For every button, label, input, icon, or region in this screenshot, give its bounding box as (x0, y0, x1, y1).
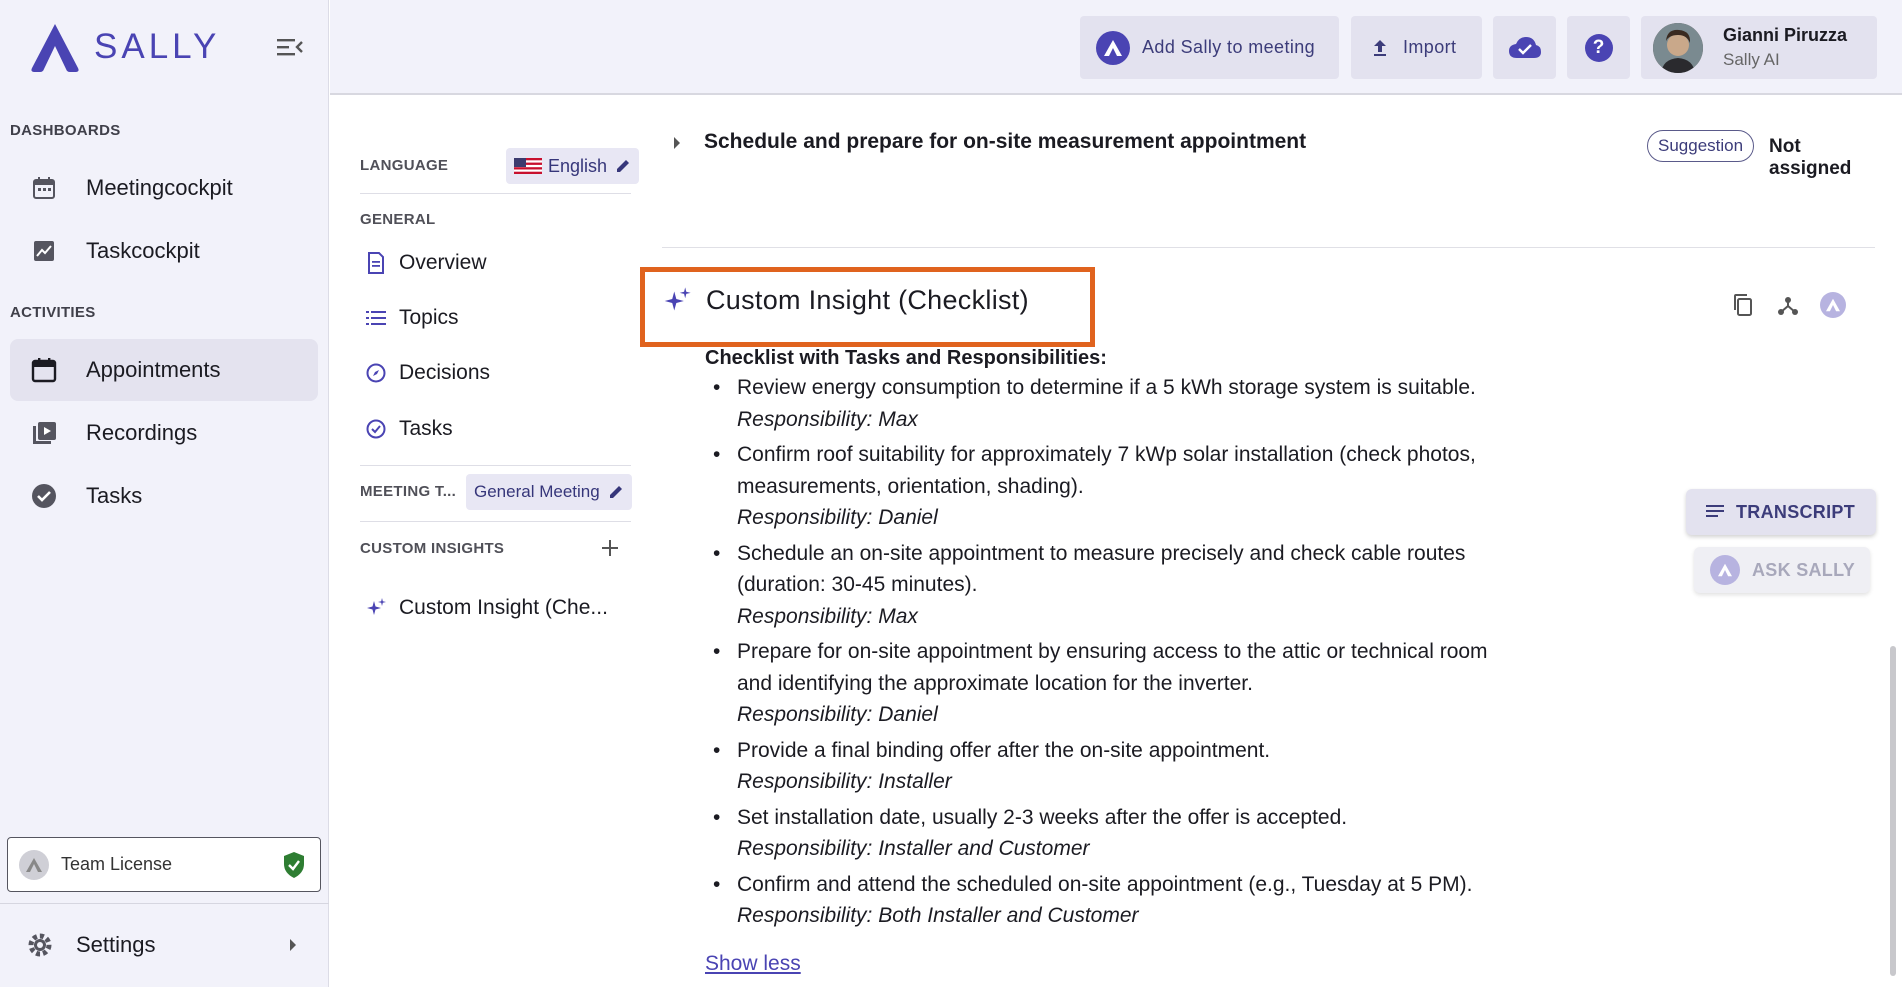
checklist-heading: Checklist with Tasks and Responsibilities: (705, 347, 1107, 369)
transcript-button[interactable] (1686, 489, 1876, 535)
meeting-type-value: General Meeting (474, 482, 600, 501)
add-sally-label: Add Sally to meeting (1142, 37, 1316, 57)
sidebar-item-label: Recordings (86, 420, 198, 445)
language-caption: LANGUAGE (360, 157, 449, 174)
calendar-icon (29, 173, 59, 203)
list-item (705, 439, 1525, 534)
sidebar-divider (0, 903, 329, 904)
us-flag-icon (514, 158, 542, 174)
help-button[interactable] (1567, 16, 1630, 79)
checklist-item-text: Confirm and attend the scheduled on-site appointment (e.g., Tuesday at 5 PM). (737, 872, 1473, 896)
settings-item[interactable] (10, 915, 318, 975)
list-item (705, 735, 1525, 798)
checklist-item-text: Set installation date, usually 2-3 weeks after the offer is accepted. (737, 805, 1348, 829)
collapse-sidebar-icon[interactable] (275, 36, 305, 58)
sidebar (0, 0, 329, 987)
checklist-item-responsibility: Responsibility: Max (737, 604, 918, 628)
show-less-link[interactable]: Show less (705, 952, 801, 975)
settings-label: Settings (76, 932, 156, 957)
language-value: English (548, 155, 608, 176)
list-item (705, 802, 1525, 865)
checklist-item-text: Provide a final binding offer after the on-site appointment. (737, 738, 1271, 762)
gear-icon (26, 931, 54, 959)
meeting-type-caption: MEETING T... (360, 483, 457, 500)
sparkle-icon (662, 286, 692, 316)
insight-header (662, 285, 1029, 316)
list-item (705, 372, 1525, 435)
check-circle-icon (29, 481, 59, 511)
checklist-item-text: Confirm roof suitability for approximately 7 kWp solar installation (check photos, measurements, orientation, shading). (737, 443, 1476, 498)
list-item (705, 636, 1525, 731)
cloud-done-icon (1508, 36, 1542, 60)
team-license-button[interactable] (7, 837, 321, 892)
edit-icon (615, 158, 631, 174)
sidebar-item-label: Tasks (86, 483, 143, 508)
section-dashboards: DASHBOARDS (10, 122, 121, 139)
sidebar-item-taskcockpit[interactable] (10, 220, 318, 282)
nav-divider (360, 193, 631, 194)
checklist-item-responsibility: Responsibility: Installer (737, 770, 952, 793)
user-name: Gianni Piruzza (1723, 25, 1848, 45)
edit-icon (608, 484, 624, 500)
insight-toolbar (1728, 290, 1848, 320)
calendar-icon (29, 355, 59, 385)
list-icon (365, 310, 387, 326)
cloud-sync-button[interactable] (1493, 16, 1556, 79)
import-button[interactable] (1351, 16, 1482, 79)
help-icon: ? (1585, 34, 1613, 62)
list-item (705, 869, 1525, 932)
license-label: Team License (61, 854, 173, 874)
insight-content (640, 97, 1902, 987)
chevron-right-icon (288, 938, 298, 957)
video-library-icon (29, 418, 59, 448)
checklist-item-responsibility: Responsibility: Max (737, 407, 918, 431)
list-item (705, 538, 1525, 633)
task-row[interactable] (672, 130, 1872, 179)
import-label: Import (1403, 37, 1457, 57)
nav-divider (360, 465, 631, 466)
nav-item-label: Overview (399, 251, 487, 274)
nav-item-tasks[interactable] (365, 407, 625, 451)
nav-item-overview[interactable] (365, 241, 625, 285)
sparkle-icon (365, 597, 387, 619)
checklist-item-responsibility: Responsibility: Daniel (737, 703, 938, 726)
nav-item-custom-insight[interactable] (365, 586, 625, 630)
shield-check-icon (282, 851, 306, 884)
sidebar-item-label: Meetingcockpit (86, 175, 233, 200)
top-bar (330, 0, 1902, 95)
scrollbar[interactable] (1890, 646, 1896, 976)
checklist-item-responsibility: Responsibility: Installer and Customer (737, 837, 1090, 860)
sally-logo-icon (26, 20, 84, 74)
custom-insights-caption: CUSTOM INSIGHTS (360, 540, 505, 557)
task-title: Schedule and prepare for on-site measurement appointment (704, 130, 1307, 153)
compass-icon (365, 363, 387, 383)
sally-logo[interactable] (26, 20, 220, 74)
add-custom-insight-icon[interactable] (600, 538, 620, 558)
sally-icon (1710, 555, 1740, 585)
nav-item-label: Topics (399, 306, 459, 329)
sidebar-item-label: Appointments (86, 357, 221, 382)
ask-sally-button[interactable] (1694, 547, 1870, 593)
sidebar-item-tasks[interactable] (10, 465, 318, 527)
checklist-item-text: Review energy consumption to determine if a 5 kWh storage system is suitable. (737, 376, 1476, 399)
user-subtitle: Sally AI (1723, 50, 1780, 69)
suggestion-badge: Suggestion (1647, 130, 1754, 162)
nav-item-label: Decisions (399, 361, 491, 384)
nav-item-decisions[interactable] (365, 351, 625, 395)
checklist-item-responsibility: Responsibility: Both Installer and Customer (737, 904, 1139, 927)
transcript-label: TRANSCRIPT (1736, 501, 1855, 522)
task-assignee[interactable]: Not assigned (1769, 136, 1852, 179)
checklist (705, 372, 1525, 936)
sally-icon (1096, 31, 1130, 65)
license-avatar-icon (19, 850, 49, 880)
sidebar-item-label: Taskcockpit (86, 238, 200, 263)
upload-icon (1371, 38, 1389, 58)
nav-item-label: Custom Insight (Che... (399, 596, 608, 619)
nav-divider (360, 521, 631, 522)
share-icon[interactable] (1773, 290, 1803, 320)
checklist-item-text: Schedule an on-site appointment to measure precisely and check cable routes (duration: 30-45 minutes). (737, 541, 1466, 596)
checklist-item-text: Prepare for on-site appointment by ensuring access to the attic or technical room and identifying the approximate location for the inverter. (737, 640, 1488, 695)
language-selector[interactable] (506, 148, 639, 184)
insight-title: Custom Insight (Checklist) (706, 285, 1029, 315)
sally-icon[interactable] (1818, 290, 1848, 320)
section-activities: ACTIVITIES (10, 304, 96, 321)
meeting-nav (330, 97, 640, 987)
transcript-icon (1706, 504, 1724, 520)
copy-icon[interactable] (1728, 290, 1758, 320)
sidebar-item-appointments[interactable] (10, 339, 318, 401)
general-caption: GENERAL (360, 211, 436, 228)
avatar (1653, 23, 1703, 73)
expand-arrow-icon[interactable] (672, 136, 682, 155)
add-sally-button[interactable] (1080, 16, 1339, 79)
ask-sally-label: ASK SALLY (1752, 559, 1856, 580)
meeting-type-selector[interactable] (466, 474, 632, 510)
check-circle-outline-icon (365, 419, 387, 439)
sidebar-item-meetingcockpit[interactable] (10, 157, 318, 219)
user-menu[interactable] (1641, 16, 1877, 79)
chart-icon (29, 236, 59, 266)
section-divider (662, 247, 1875, 248)
nav-item-label: Tasks (399, 417, 453, 440)
sidebar-item-recordings[interactable] (10, 402, 318, 464)
checklist-item-responsibility: Responsibility: Daniel (737, 506, 938, 529)
nav-item-topics[interactable] (365, 296, 625, 340)
document-icon (365, 252, 387, 274)
brand-name: SALLY (94, 27, 221, 66)
